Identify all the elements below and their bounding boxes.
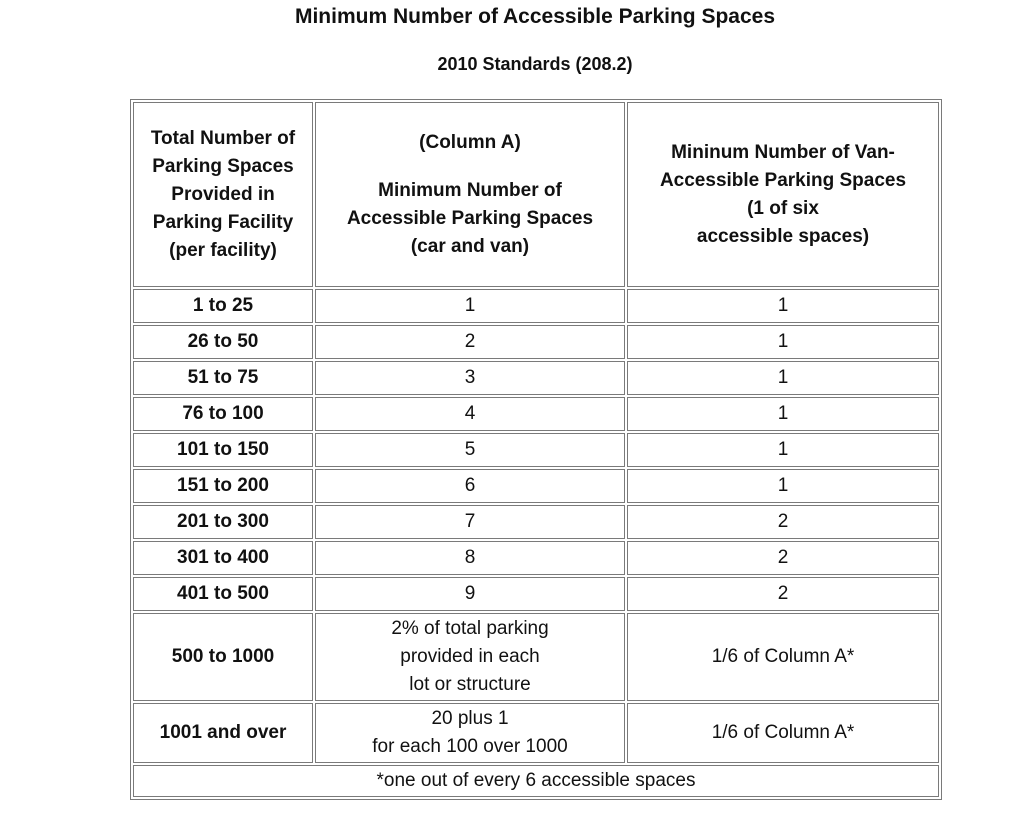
min-cell-line: 20 plus 1 [431,708,509,729]
van-cell: 1/6 of Column A* [627,613,939,701]
header-text: Mininum Number of Van- [671,141,895,163]
range-cell: 500 to 1000 [133,613,313,701]
table-row [133,577,939,611]
header-row [133,102,939,287]
min-cell: 7 [315,505,625,539]
table-row [133,703,939,763]
van-cell: 1 [627,289,939,323]
min-cell: 4 [315,397,625,431]
header-minimum-accessible [315,102,625,287]
header-text: (per facility) [169,239,277,261]
header-text: Parking Spaces [152,155,294,177]
header-column-a: (Column A) [419,131,521,153]
min-cell-line: for each 100 over 1000 [372,736,568,757]
van-cell: 1 [627,325,939,359]
header-text: Provided in [171,183,275,205]
min-cell-line: 2% of total parking [391,618,549,639]
table-row [133,361,939,395]
range-cell: 51 to 75 [133,361,313,395]
table-row [133,289,939,323]
range-cell: 201 to 300 [133,505,313,539]
min-cell: 5 [315,433,625,467]
min-cell: 6 [315,469,625,503]
table-row [133,325,939,359]
range-cell: 26 to 50 [133,325,313,359]
min-cell: 8 [315,541,625,575]
header-van-accessible [627,102,939,287]
header-text: (car and van) [410,235,530,257]
header-text: Parking Facility [152,211,294,233]
van-cell: 1 [627,397,939,431]
header-text: Accessible Parking Spaces [346,207,594,229]
min-cell [315,613,625,701]
header-text: (1 of six [747,197,819,219]
van-cell: 1 [627,361,939,395]
header-text: accessible spaces) [696,225,870,247]
header-text: Total Number of [150,127,296,149]
footnote-row [133,765,939,797]
range-cell: 101 to 150 [133,433,313,467]
van-cell: 2 [627,505,939,539]
header-total-spaces [133,102,313,287]
van-cell: 1/6 of Column A* [627,703,939,763]
table-row [133,541,939,575]
table-row [133,613,939,701]
van-cell: 2 [627,577,939,611]
min-cell: 2 [315,325,625,359]
min-cell: 1 [315,289,625,323]
parking-table [130,99,942,800]
header-text: Accessible Parking Spaces [659,169,907,191]
table-row [133,433,939,467]
min-cell-line: lot or structure [409,674,531,695]
table-row [133,469,939,503]
min-cell: 3 [315,361,625,395]
footnote: *one out of every 6 accessible spaces [133,765,939,797]
van-cell: 1 [627,469,939,503]
header-text: Minimum Number of [378,179,562,201]
van-cell: 2 [627,541,939,575]
range-cell: 301 to 400 [133,541,313,575]
page-subtitle: 2010 Standards (208.2) [437,54,633,74]
min-cell-line: provided in each [400,646,540,667]
van-cell: 1 [627,433,939,467]
range-cell: 151 to 200 [133,469,313,503]
min-cell [315,703,625,763]
range-cell: 76 to 100 [133,397,313,431]
range-cell: 1001 and over [133,703,313,763]
range-cell: 1 to 25 [133,289,313,323]
table-row [133,505,939,539]
min-cell: 9 [315,577,625,611]
page-title: Minimum Number of Accessible Parking Spaces [294,5,776,28]
range-cell: 401 to 500 [133,577,313,611]
table-row [133,397,939,431]
